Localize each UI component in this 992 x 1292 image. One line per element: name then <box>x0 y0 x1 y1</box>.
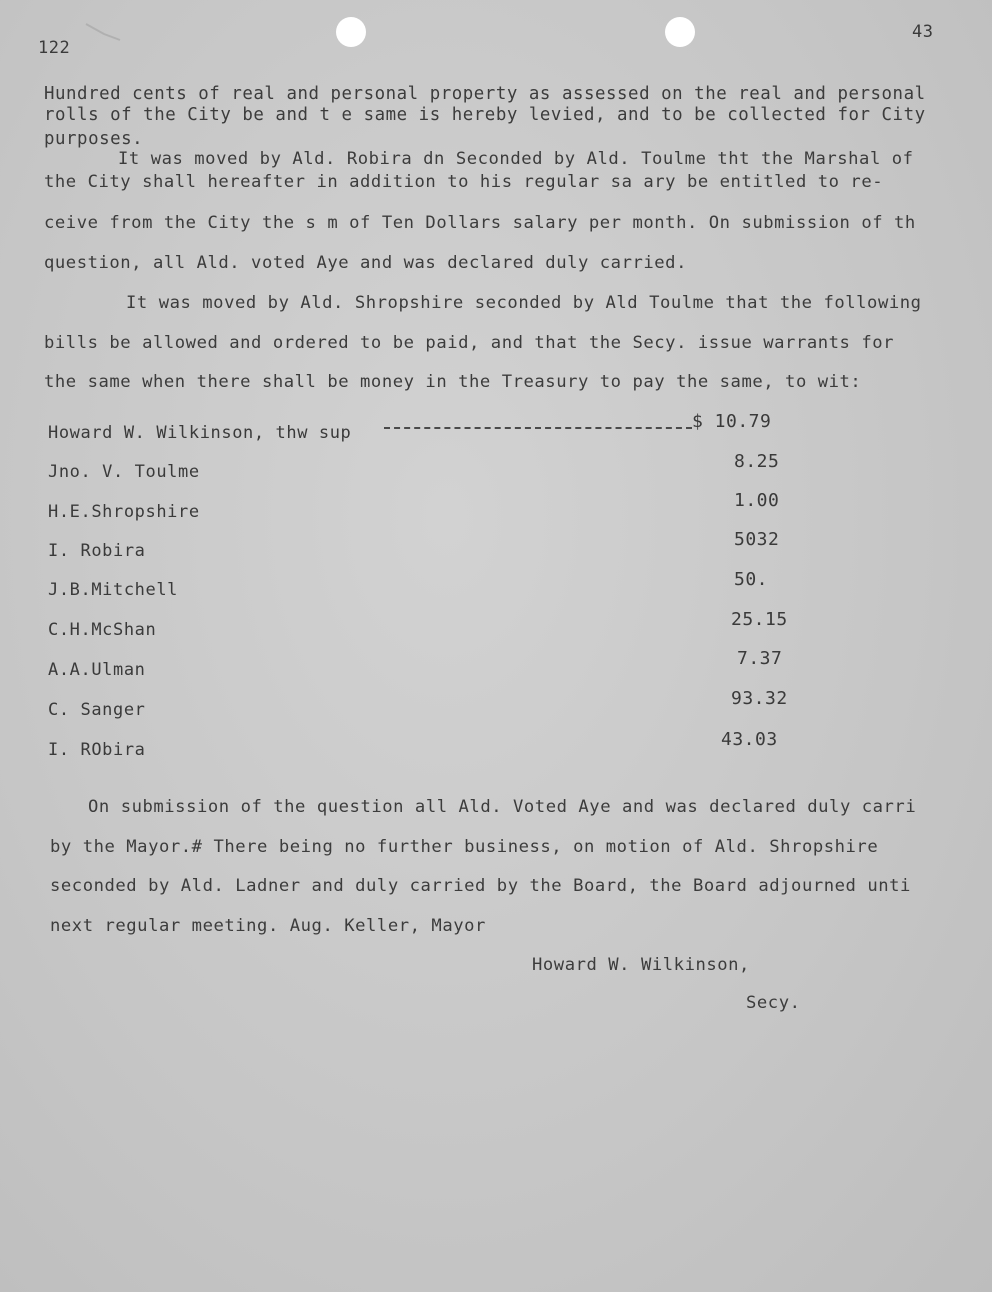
bill-name: C. Sanger <box>48 700 146 720</box>
bill-name: I. Robira <box>48 541 146 561</box>
signature-title: Secy. <box>746 993 801 1013</box>
paragraph-3-line-3: the same when there shall be money in the Treasury to pay the same, to wit: <box>44 372 862 392</box>
bill-name: I. RObira <box>48 740 146 760</box>
bill-amount: 8.25 <box>734 451 780 472</box>
pencil-mark <box>84 20 124 44</box>
paragraph-2-line-3: ceive from the City the s m of Ten Dollars salary per month. On submission of th <box>44 213 916 233</box>
paragraph-3-line-1: It was moved by Ald. Shropshire seconded by Ald Toulme that the following <box>126 293 922 313</box>
bill-name: J.B.Mitchell <box>48 580 179 600</box>
bill-name: Jno. V. Toulme <box>48 462 200 482</box>
paragraph-2-line-4: question, all Ald. voted Aye and was declared duly carried. <box>44 253 687 273</box>
bill-amount: 7.37 <box>737 648 783 669</box>
signature-name: Howard W. Wilkinson, <box>532 955 750 975</box>
bill-amount: 93.32 <box>731 688 788 709</box>
paragraph-1-line-2: rolls of the City be and t e same is hereby levied, and to be collected for City <box>44 105 926 125</box>
paragraph-2-line-2: the City shall hereafter in addition to his regular sa ary be entitled to re- <box>44 172 884 192</box>
page-number-right: 43 <box>912 22 934 42</box>
bill-name: H.E.Shropshire <box>48 502 200 522</box>
bill-amount: 1.00 <box>734 490 780 511</box>
bill-amount: 50. <box>734 569 769 590</box>
bill-name: Howard W. Wilkinson, thw sup <box>48 423 352 443</box>
bill-amount: 43.03 <box>721 729 778 750</box>
paragraph-4-line-2: by the Mayor.# There being no further business, on motion of Ald. Shropshire <box>50 837 879 857</box>
paragraph-1-line-1: Hundred cents of real and personal property as assessed on the real and personal <box>44 84 926 104</box>
bill-amount: 5032 <box>734 529 780 550</box>
page-number-left: 122 <box>38 38 71 58</box>
paragraph-2-line-1: It was moved by Ald. Robira dn Seconded by Ald. Toulme tht the Marshal of <box>118 149 914 169</box>
bill-name: A.A.Ulman <box>48 660 146 680</box>
paragraph-4-line-4: next regular meeting. Aug. Keller, Mayor <box>50 916 486 936</box>
paragraph-4-line-1: On submission of the question all Ald. Voted Aye and was declared duly carri <box>88 797 917 817</box>
paragraph-1-line-3: purposes. <box>44 129 144 149</box>
bill-name: C.H.McShan <box>48 620 157 640</box>
bill-amount: 25.15 <box>731 609 788 630</box>
bill-amount: $ 10.79 <box>692 411 772 432</box>
leader-dashes <box>384 427 692 429</box>
punch-hole-left <box>336 17 366 47</box>
paragraph-4-line-3: seconded by Ald. Ladner and duly carried by the Board, the Board adjourned unti <box>50 876 911 896</box>
punch-hole-right <box>665 17 695 47</box>
paragraph-3-line-2: bills be allowed and ordered to be paid, and that the Secy. issue warrants for <box>44 333 895 353</box>
